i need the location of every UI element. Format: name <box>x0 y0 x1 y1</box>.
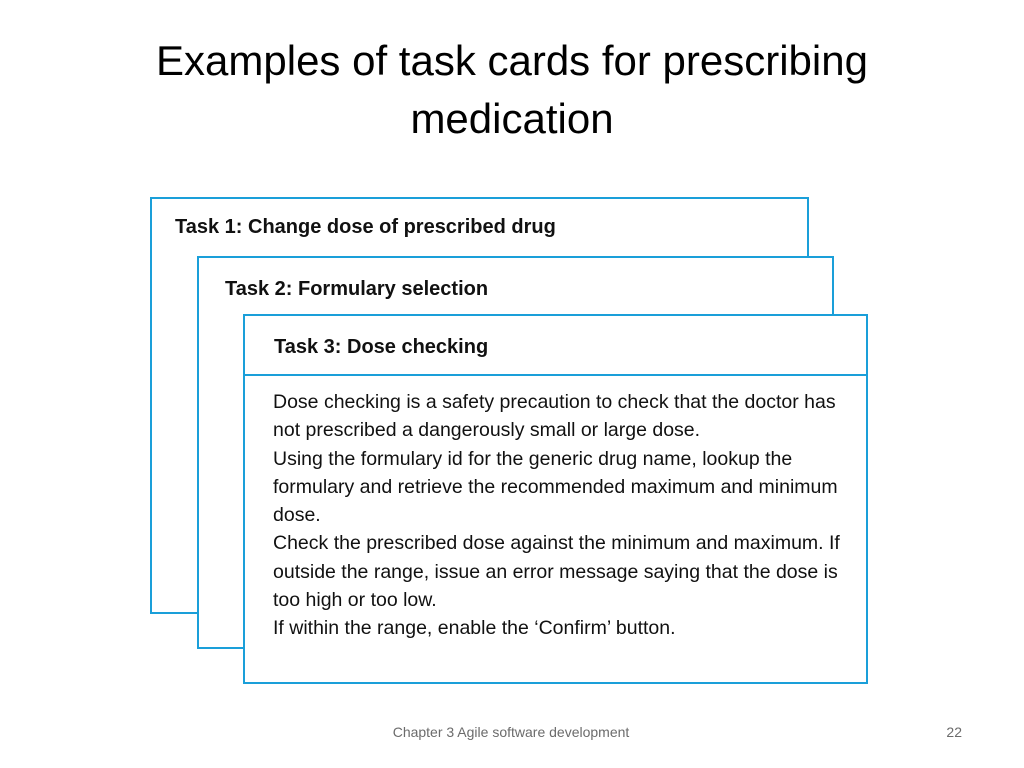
task-card-3 <box>243 314 868 684</box>
slide-title <box>40 32 984 148</box>
page-number: 22 <box>946 724 962 740</box>
task-card-2-header: Task 2: Formulary selection <box>225 278 489 300</box>
task-card-1-header: Task 1: Change dose of prescribed drug <box>175 216 556 238</box>
slide-footer: Chapter 3 Agile software development <box>392 724 630 740</box>
slide-title-line-2: medication <box>410 95 614 142</box>
task-card-3-paragraph-4: If within the range, enable the ‘Confirm’ button. <box>273 617 676 640</box>
slide-title-line-1: Examples of task cards for prescribing <box>156 37 868 84</box>
task-card-3-divider <box>245 374 866 376</box>
task-card-3-body <box>273 388 853 643</box>
task-card-3-header: Task 3: Dose checking <box>274 336 489 358</box>
task-card-3-paragraph-1: Dose checking is a safety precaution to check that the doctor has not prescribed a dangerously small or large dose. <box>273 391 836 442</box>
task-card-3-paragraph-3: Check the prescribed dose against the minimum and maximum. If outside the range, issue an error message saying that the dose is too high or too low. <box>273 532 840 612</box>
task-card-3-paragraph-2: Using the formulary id for the generic drug name, lookup the formulary and retrieve the recommended maximum and minimum dose. <box>273 447 838 527</box>
